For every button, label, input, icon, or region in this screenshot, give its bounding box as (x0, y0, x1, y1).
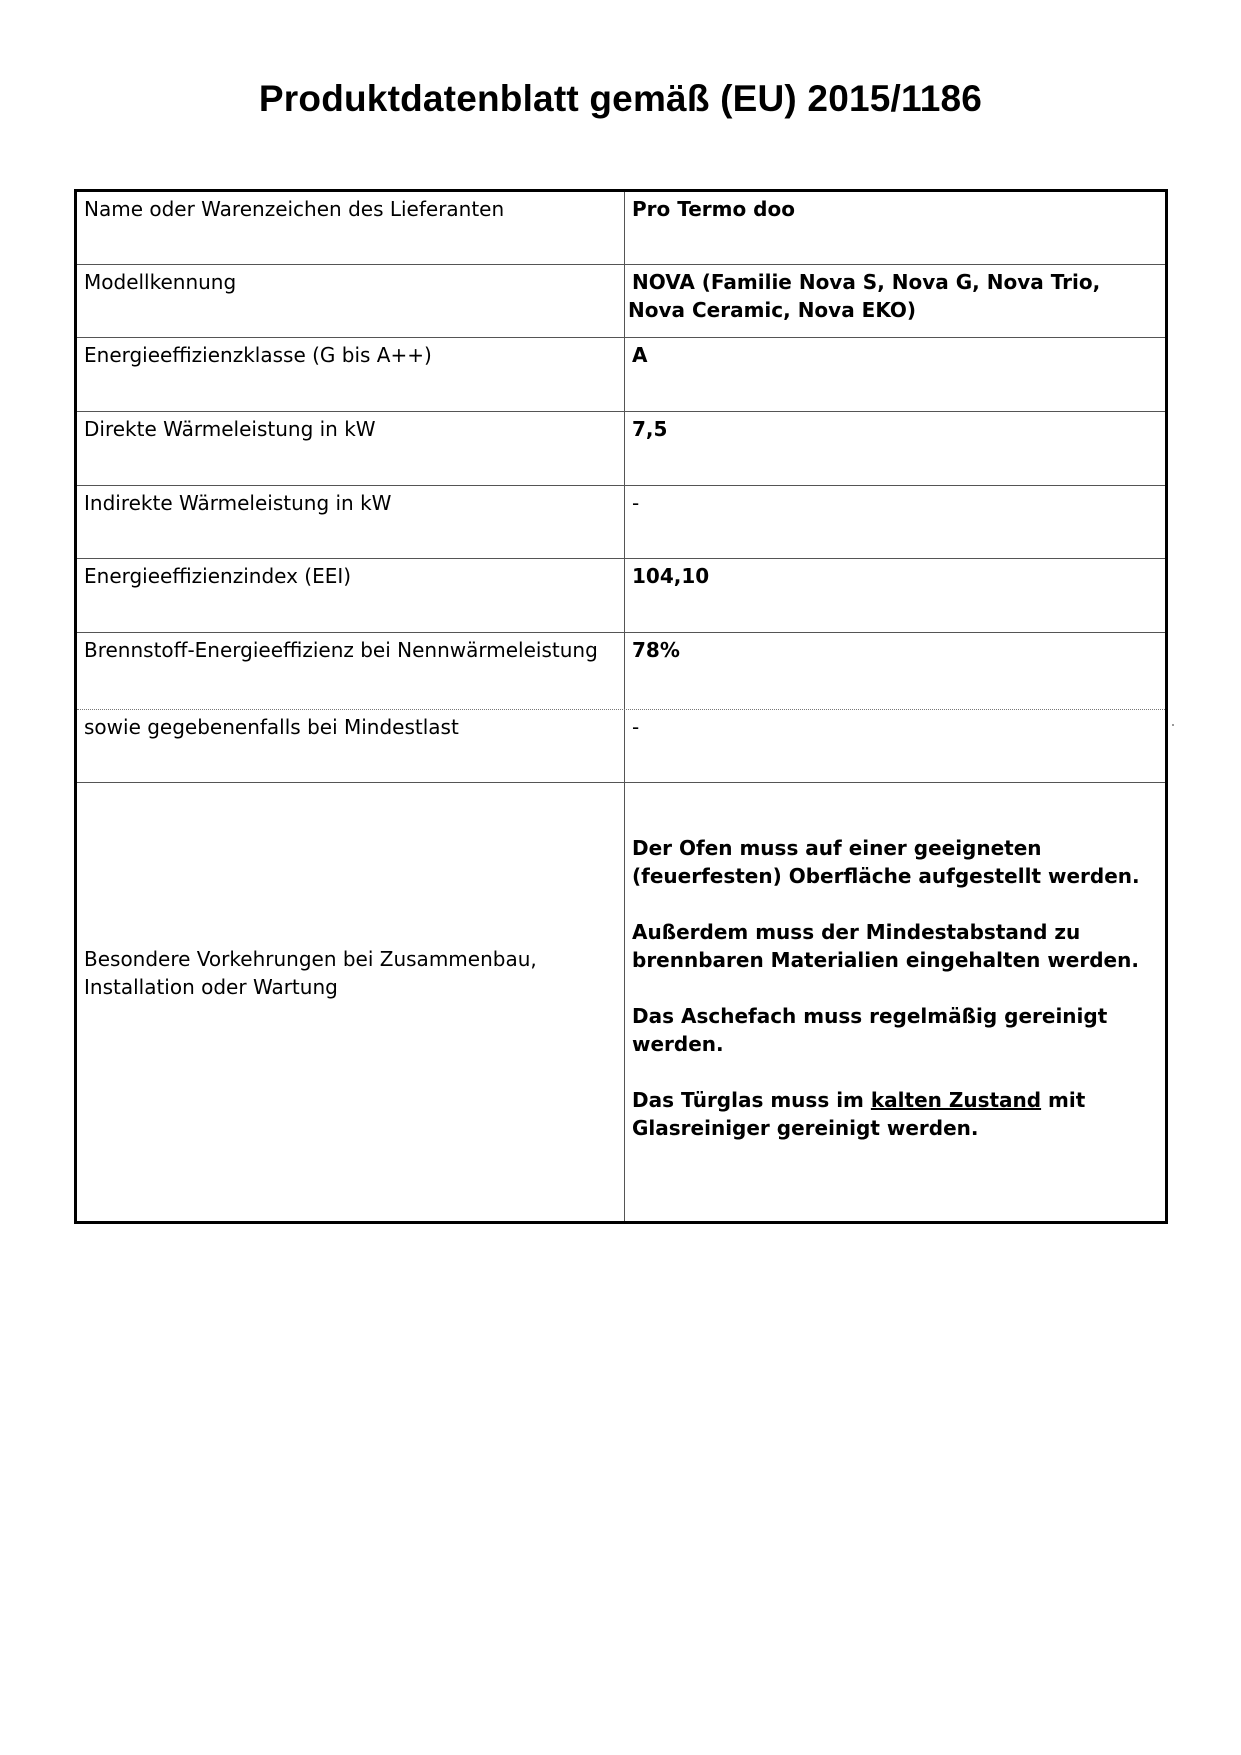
table-row (77, 783, 1165, 1221)
page-title: Produktdatenblatt gemäß (EU) 2015/1186 (258, 78, 983, 119)
note-fireproof-surface: Der Ofen muss auf einer geeigneten (feuerfesten) Oberfläche aufgestellt werden. (632, 836, 1140, 888)
product-data-table (74, 189, 1168, 1224)
row-label-direct-heat: Direkte Wärmeleistung in kW (77, 412, 625, 485)
note-door-glass (632, 1086, 1157, 1142)
row-label-efficiency-class: Energieeffizienzklasse (G bis A++) (77, 338, 625, 411)
table-row (77, 192, 1165, 265)
row-label-precautions (77, 783, 625, 1221)
row-label-fuel-efficiency: Brennstoff-Energieeffizienz bei Nennwärmeleistung (77, 633, 625, 709)
table-row (77, 338, 1165, 412)
row-label-model: Modellkennung (77, 265, 625, 337)
row-label-min-load: sowie gegebenenfalls bei Mindestlast (77, 710, 625, 782)
row-value-min-load: - (632, 715, 640, 739)
row-value-eei: 104,10 (632, 564, 710, 588)
precautions-label-text: Besondere Vorkehrungen bei Zusammenbau, Installation oder Wartung (84, 947, 537, 999)
note-ash-pan: Das Aschefach muss regelmäßig gereinigt werden. (632, 1004, 1108, 1056)
row-value-indirect-heat: - (632, 491, 640, 515)
stray-dot (1172, 724, 1174, 726)
row-value-fuel-efficiency: 78% (632, 638, 680, 662)
row-label-indirect-heat: Indirekte Wärmeleistung in kW (77, 486, 625, 558)
row-value-direct-heat: 7,5 (632, 417, 668, 441)
table-row (77, 710, 1165, 783)
row-value-supplier: Pro Termo doo (632, 197, 795, 221)
precautions-notes (632, 834, 1157, 1170)
note-door-glass-underlined: kalten Zustand (870, 1088, 1042, 1112)
row-label-supplier: Name oder Warenzeichen des Lieferanten (77, 192, 625, 264)
table-row (77, 559, 1165, 633)
table-row (77, 486, 1165, 559)
table-row (77, 633, 1165, 710)
row-value-precautions (626, 783, 1165, 1221)
row-value-model: NOVA (Familie Nova S, Nova G, Nova Trio, Nova Ceramic, Nova EKO) (628, 270, 1101, 322)
table-row (77, 412, 1165, 486)
note-minimum-distance: Außerdem muss der Mindestabstand zu brennbaren Materialien eingehalten werden. (632, 920, 1139, 972)
row-label-eei: Energieeffizienzindex (EEI) (77, 559, 625, 632)
row-value-efficiency-class: A (632, 343, 648, 367)
note-door-glass-before: Das Türglas muss im (632, 1088, 871, 1112)
table-row (77, 265, 1165, 338)
note-door-glass-after: mit Glasreiniger gereinigt werden. (632, 1088, 1086, 1140)
